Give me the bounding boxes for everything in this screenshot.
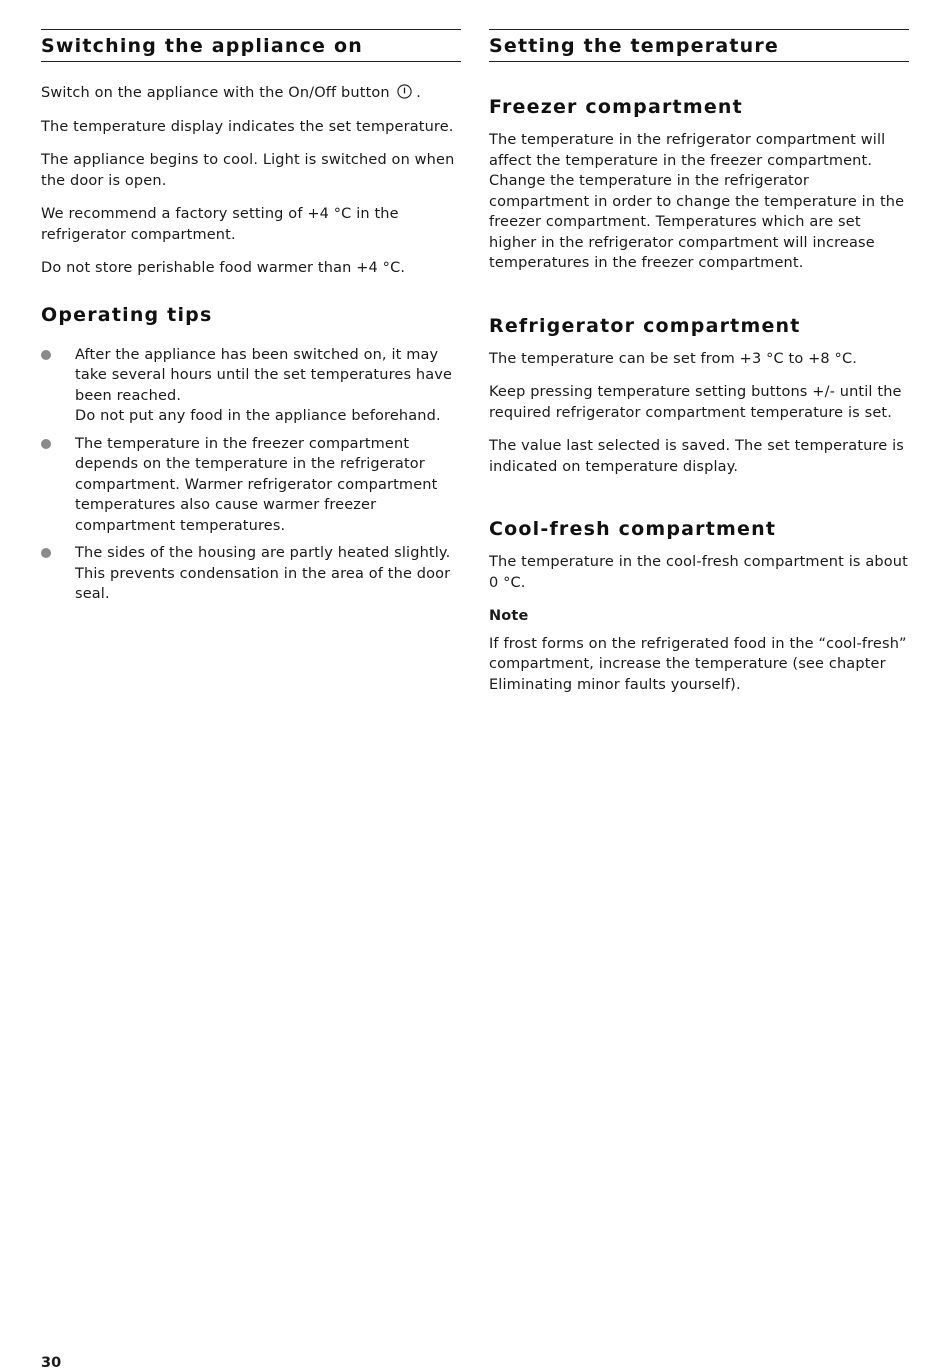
- freezer-paragraph: The temperature in the refrigerator compartment will affect the temperature in the freezer compartment. Change the temperature in the refrigerator compartment in order to change the temperature in the freezer compartment. Temperatures which are set higher in the refrigerator compartment will increase temperatures in the freezer compartment.: [489, 132, 905, 271]
- switch-on-paragraph: [41, 83, 461, 104]
- fridge-press-paragraph: Keep pressing temperature setting buttons +/- until the required refrigerator compartment temperature is set.: [489, 384, 902, 421]
- tip-text: The sides of the housing are partly heated slightly. This prevents condensation in the area of the door seal.: [75, 545, 451, 602]
- fridge-range-paragraph: The temperature can be set from +3 °C to +8 °C.: [489, 350, 857, 367]
- switching-on-heading: Switching the appliance on: [41, 29, 461, 62]
- tip-item: [41, 434, 461, 537]
- tip-text-continued: Do not put any food in the appliance beforehand.: [75, 408, 441, 424]
- cool-paragraph: The appliance begins to cool. Light is switched on when the door is open.: [41, 152, 455, 189]
- right-column: [489, 29, 909, 695]
- bullet-icon: [41, 439, 51, 449]
- bullet-icon: [41, 548, 51, 558]
- freezer-compartment-heading: Freezer compartment: [489, 96, 743, 118]
- setting-temperature-heading: Setting the temperature: [489, 29, 909, 62]
- left-column: [41, 29, 461, 605]
- display-paragraph: The temperature display indicates the set temperature.: [41, 118, 454, 135]
- cool-fresh-compartment-heading: Cool-fresh compartment: [489, 518, 777, 540]
- switch-on-text: Switch on the appliance with the On/Off button: [41, 85, 390, 101]
- tip-item: [41, 345, 461, 427]
- switch-on-suffix: .: [411, 85, 422, 101]
- power-button-icon: [397, 84, 412, 99]
- bullet-icon: [41, 350, 51, 360]
- refrigerator-compartment-heading: Refrigerator compartment: [489, 314, 801, 337]
- operating-tips-heading: Operating tips: [41, 303, 213, 326]
- tip-text: The temperature in the freezer compartment depends on the temperature in the refrigerator compartment. Warmer refrigerator compartment temperatures also cause warmer freezer compartment temperatures.: [75, 435, 438, 534]
- note-label: Note: [489, 608, 529, 624]
- tip-text: After the appliance has been switched on, it may take several hours until the set temperatures have been reached.: [75, 346, 453, 404]
- note-paragraph: If frost forms on the refrigerated food in the “cool-fresh” compartment, increase the temperature (see chapter Eliminating minor faults yourself).: [489, 635, 907, 693]
- operating-tips-list: [41, 345, 461, 605]
- recommend-paragraph: We recommend a factory setting of +4 °C in the refrigerator compartment.: [41, 206, 399, 243]
- cool-fresh-paragraph: The temperature in the cool-fresh compartment is about 0 °C.: [489, 554, 908, 591]
- fridge-saved-paragraph: The value last selected is saved. The set temperature is indicated on temperature display.: [489, 438, 905, 475]
- perishable-paragraph: Do not store perishable food warmer than +4 °C.: [41, 260, 406, 276]
- page-number: 30: [41, 1355, 62, 1371]
- tip-item: [41, 543, 461, 605]
